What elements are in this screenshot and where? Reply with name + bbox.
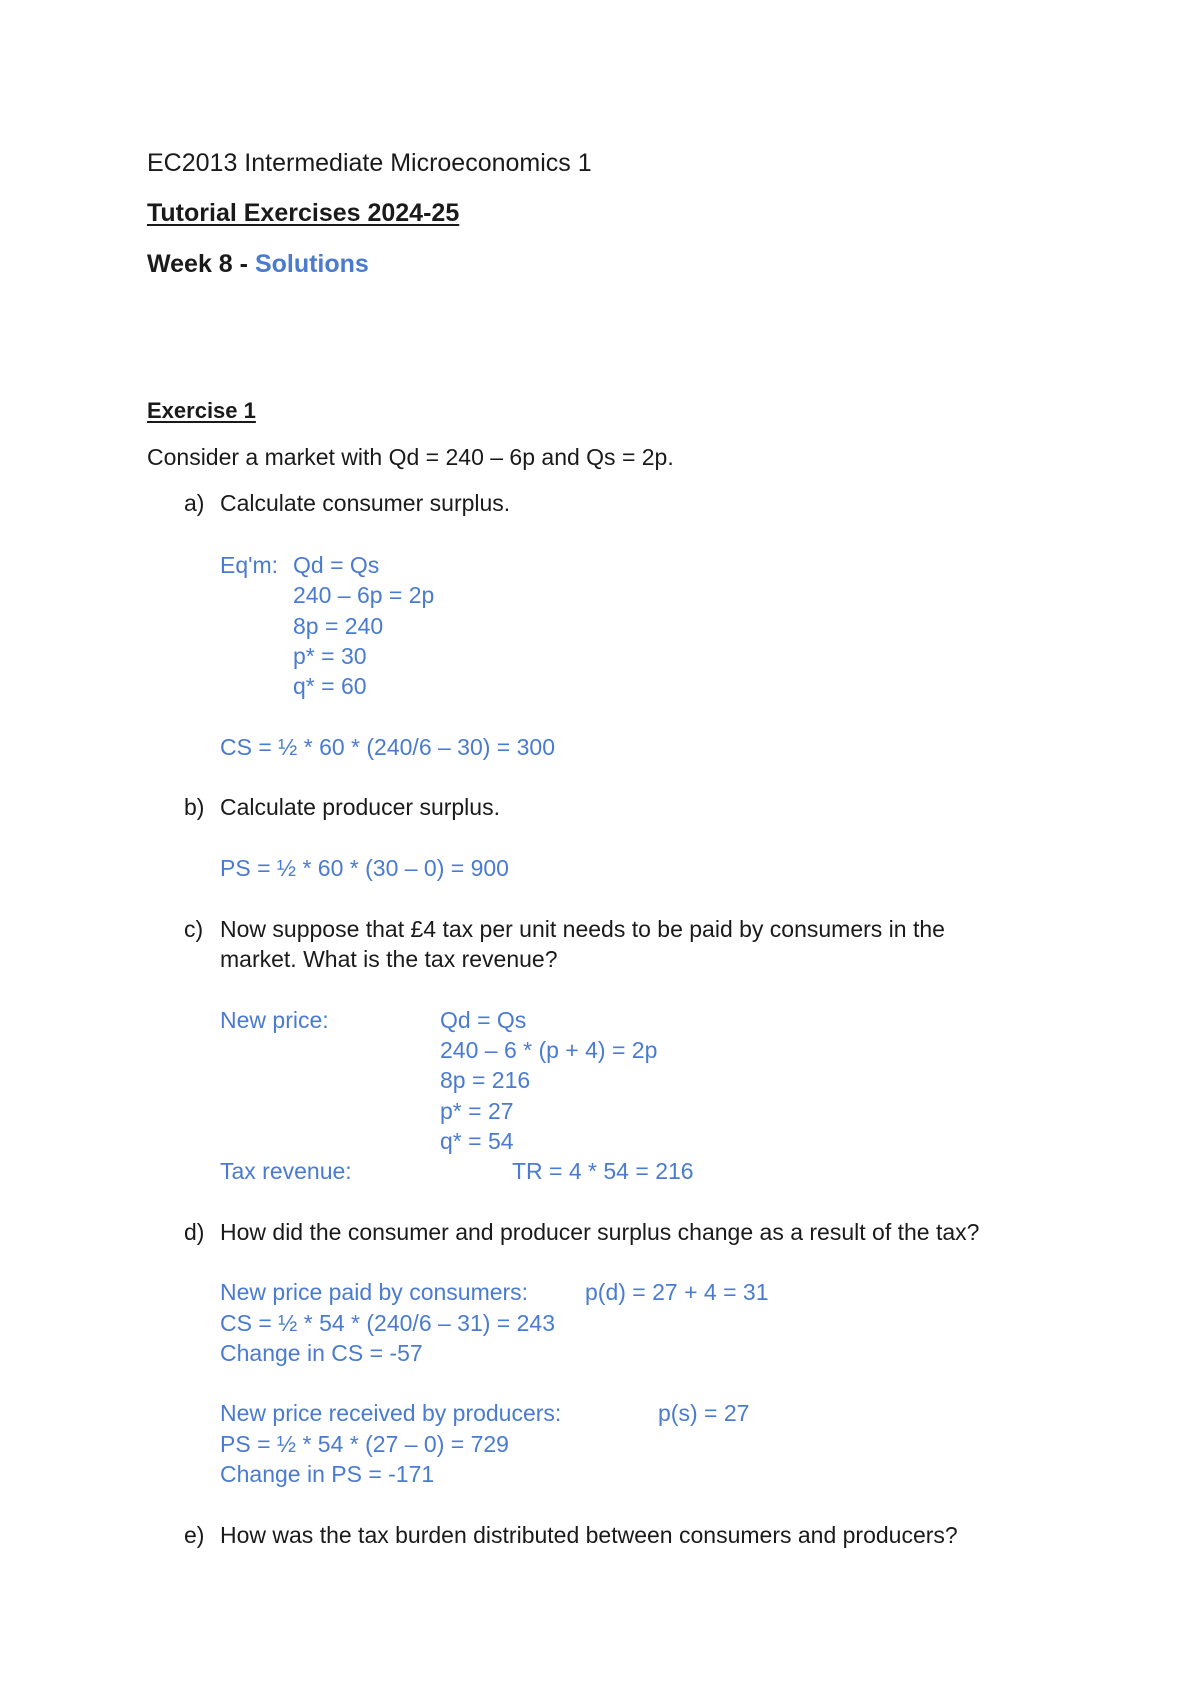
consumer-surplus-result: CS = ½ * 60 * (240/6 – 30) = 300 <box>220 734 556 760</box>
eqm-line: p* = 30 <box>293 643 367 669</box>
course-title: EC2013 Intermediate Microeconomics 1 <box>147 149 592 177</box>
new-price-line: 8p = 216 <box>440 1067 531 1093</box>
exercise-heading: Exercise 1 <box>147 398 256 423</box>
part-b-marker: b) <box>184 794 205 820</box>
tax-revenue-label: Tax revenue: <box>220 1158 352 1184</box>
eqm-line: q* = 60 <box>293 673 367 699</box>
part-b-question: Calculate producer surplus. <box>220 794 500 820</box>
document-subtitle: Tutorial Exercises 2024-25 <box>147 199 460 227</box>
solutions-label: Solutions <box>254 250 369 278</box>
part-d-question: How did the consumer and producer surplus change as a result of the tax? <box>220 1219 980 1245</box>
producer-surplus-change: Change in PS = -171 <box>220 1461 435 1487</box>
week-heading <box>147 249 369 279</box>
part-e-marker: e) <box>184 1522 205 1548</box>
new-producer-surplus: PS = ½ * 54 * (27 – 0) = 729 <box>220 1431 509 1457</box>
new-price-label: New price: <box>220 1007 329 1033</box>
new-consumer-surplus: CS = ½ * 54 * (240/6 – 31) = 243 <box>220 1310 556 1336</box>
part-c-question-line1: Now suppose that £4 tax per unit needs to be paid by consumers in the <box>220 916 945 942</box>
eqm-line: Qd = Qs <box>293 552 380 578</box>
week-label: Week 8 - <box>147 250 255 278</box>
tax-revenue-value: TR = 4 * 54 = 216 <box>512 1158 694 1184</box>
consumer-surplus-change: Change in CS = -57 <box>220 1340 423 1366</box>
new-price-line: q* = 54 <box>440 1128 514 1154</box>
consumer-price-label: New price paid by consumers: <box>220 1279 529 1305</box>
new-price-line: Qd = Qs <box>440 1007 527 1033</box>
new-price-line: 240 – 6 * (p + 4) = 2p <box>440 1037 658 1063</box>
exercise-intro: Consider a market with Qd = 240 – 6p and Qs = 2p. <box>147 444 674 470</box>
part-e-question: How was the tax burden distributed between consumers and producers? <box>220 1522 958 1548</box>
part-c-question-line2: market. What is the tax revenue? <box>220 946 558 972</box>
producer-price-label: New price received by producers: <box>220 1400 562 1426</box>
eqm-label: Eq'm: <box>220 552 279 578</box>
consumer-price-value: p(d) = 27 + 4 = 31 <box>585 1279 769 1305</box>
part-a-marker: a) <box>184 490 205 516</box>
part-c-marker: c) <box>184 916 204 942</box>
part-d-marker: d) <box>184 1219 205 1245</box>
new-price-line: p* = 27 <box>440 1098 514 1124</box>
eqm-line: 8p = 240 <box>293 613 384 639</box>
producer-surplus-result: PS = ½ * 60 * (30 – 0) = 900 <box>220 855 509 881</box>
part-a-question: Calculate consumer surplus. <box>220 490 511 516</box>
producer-price-value: p(s) = 27 <box>658 1400 750 1426</box>
eqm-line: 240 – 6p = 2p <box>293 582 435 608</box>
